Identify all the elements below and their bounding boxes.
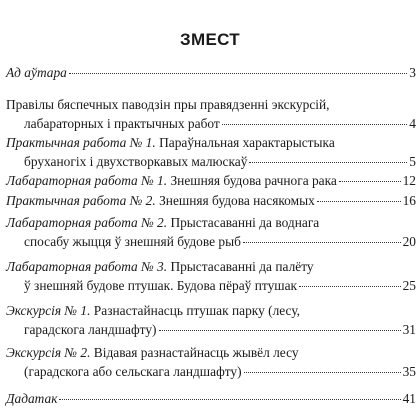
dot-leader xyxy=(243,242,401,243)
toc-page-number: 20 xyxy=(402,233,416,249)
toc-entry-lab-1[interactable] xyxy=(6,172,416,191)
toc-page-number: 5 xyxy=(409,153,416,169)
dot-leader xyxy=(159,330,401,331)
toc-entry-prefix: Лабараторная работа № 2. xyxy=(6,215,168,230)
toc-entry-title-continuation: лабараторных і практычных работ xyxy=(24,115,220,131)
toc-page-number: 41 xyxy=(402,391,416,406)
toc-entry-excursion-2[interactable] xyxy=(6,344,416,381)
toc-entry-title-continuation: (гарадскога або сельскага ландшафту) xyxy=(24,363,242,379)
toc-entry-appendix[interactable] xyxy=(6,390,416,409)
dot-leader xyxy=(339,181,401,182)
toc-entry-title: Прыстасаванні да воднага xyxy=(167,215,320,230)
toc-entry-prefix: Практычная работа № 1. xyxy=(6,135,156,150)
toc-entry-title: Ад аўтара xyxy=(6,65,67,80)
toc-entry-prefix: Экскурсія № 1. xyxy=(6,303,91,318)
toc-entry-practical-1[interactable] xyxy=(6,134,416,171)
page-title: ЗМЕСТ xyxy=(180,30,240,49)
toc-entry-prefix: Лабараторная работа № 3. xyxy=(6,259,168,274)
toc-entry-title: Разнастайнасць птушак парку (лесу, xyxy=(90,303,301,318)
toc-entry-lab-3[interactable] xyxy=(6,258,416,295)
toc-page-number: 31 xyxy=(402,321,416,337)
toc-page-number: 4 xyxy=(409,115,416,131)
dot-leader xyxy=(244,372,401,373)
toc-entry-lab-2[interactable] xyxy=(6,214,416,251)
toc-entry-title-continuation: бруханогіх і двухстворкавых малюскаў xyxy=(24,153,248,169)
dot-leader xyxy=(299,286,401,287)
toc-entry-title: Знешняя будова насякомых xyxy=(155,193,315,208)
toc-page-number: 3 xyxy=(409,65,416,80)
dot-leader xyxy=(249,162,407,163)
toc-entry-title-continuation: спосабу жыцця ў знешняй будове рыб xyxy=(24,233,241,249)
toc-entry-title: Прыстасаванні да палёту xyxy=(167,259,314,274)
toc-entry-prefix: Лабараторная работа № 1. xyxy=(6,173,168,188)
toc-entry-title-continuation: ў знешняй будове птушак. Будова пёраў птушак xyxy=(24,277,298,293)
toc-page-number: 12 xyxy=(402,173,416,188)
toc-entry-excursion-1[interactable] xyxy=(6,302,416,339)
dot-leader xyxy=(59,399,400,400)
toc-page-number: 35 xyxy=(402,363,416,379)
toc-entry-prefix: Экскурсія № 2. xyxy=(6,345,91,360)
toc-entry-prefix: Практычная работа № 2. xyxy=(6,193,156,208)
toc-page-number: 16 xyxy=(402,193,416,208)
toc-entry-title: Знешняя будова рачнога рака xyxy=(167,173,337,188)
toc-entry-foreword[interactable] xyxy=(6,64,416,83)
toc-entry-title: Правілы бяспечных паводзін пры правядзенні экскурсій, xyxy=(6,97,330,112)
dot-leader xyxy=(69,73,407,74)
toc-page-number: 25 xyxy=(402,277,416,293)
toc-entry-title-continuation: гарадскога ландшафту) xyxy=(24,321,157,337)
toc-entry-title: Параўнальная характарыстыка xyxy=(155,135,335,150)
toc-entry-practical-2[interactable] xyxy=(6,192,416,211)
dot-leader xyxy=(317,201,401,202)
toc-entry-title: Відавая разнастайнасць жывёл лесу xyxy=(90,345,299,360)
toc-entry-title: Дадатак xyxy=(6,391,58,406)
dot-leader xyxy=(222,124,408,125)
toc-entry-safety-rules[interactable] xyxy=(6,96,416,133)
